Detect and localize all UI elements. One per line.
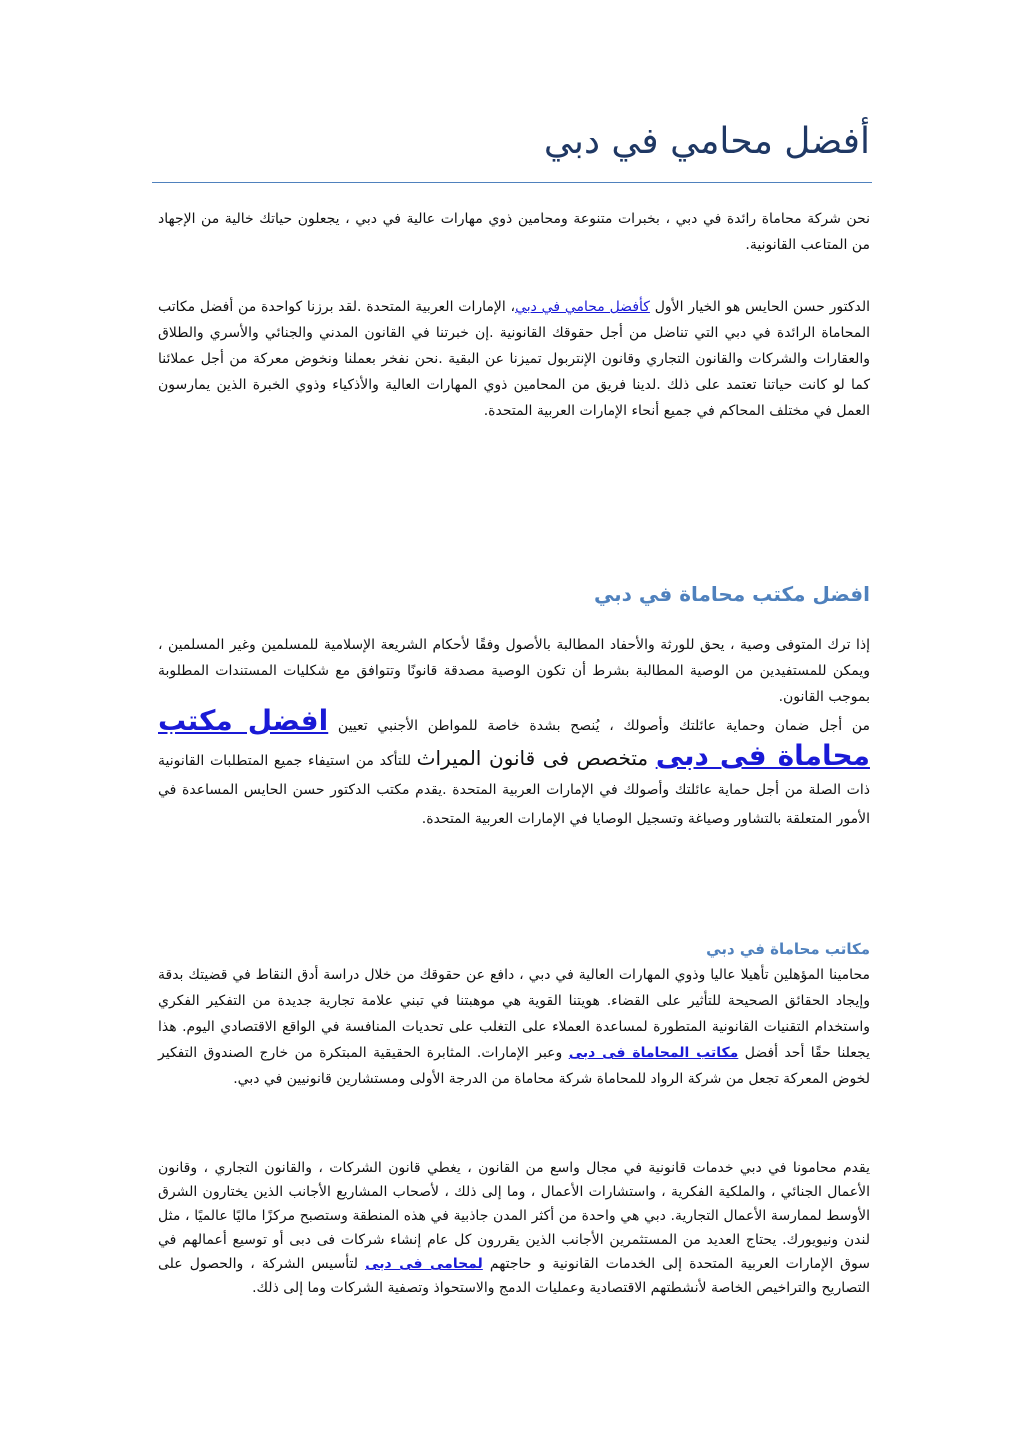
title-divider (152, 182, 872, 183)
best-lawyer-dubai-link[interactable]: كأفضل محامي في دبي (515, 299, 650, 315)
services-paragraph (158, 1156, 870, 1300)
best-law-office-dubai-link[interactable]: افضل مكتب محاماة فى دبى (158, 704, 870, 772)
lawyer-in-dubai-link[interactable]: لمحامى فى دبى (365, 1256, 483, 1272)
law-offices-text-before: محامينا المؤهلين تأهيلا عاليا وذوي المهارات العالية في دبي ، دافع عن حقوقك من خلال دراسة أدق النقاط في قضيتك بدقة وإيجاد الحقائق الصحيحة للتأثير على القضاء. هويتنا القوية هي موهبتنا في تبني علامة تجارية جديدة من التفكير الفكري واستخدام التقنيات القانونية المتطورة لمساعدة العملاء على التغلب على تحديات المنافسة في الواقع الاقتصادي اليوم. هذا يجعلنا حقًا أحد أفضل (158, 967, 870, 1061)
section-heading-law-offices: مكاتب محاماة في دبي (706, 940, 870, 958)
appointment-text-after: للتأكد من استيفاء جميع المتطلبات القانونية ذات الصلة من أجل حماية عائلتك وأصولك في الإمارات العربية المتحدة .يقدم مكتب الدكتور حسن الحايس المساعدة في الأمور المتعلقة بالتشاور وصياغة وتسجيل الوصايا في الإمارات العربية المتحدة. (158, 753, 870, 827)
about-paragraph (158, 294, 870, 424)
about-text-before: الدكتور حسن الحايس هو الخيار الأول (649, 299, 870, 315)
page-title: أفضل محامي في دبي (543, 121, 870, 162)
law-offices-dubai-link[interactable]: مكاتب المحاماة فى دبى (568, 1045, 739, 1061)
inheritance-paragraph: إذا ترك المتوفى وصية ، يحق للورثة والأحفاد المطالبة بالأصول وفقًا لأحكام الشريعة الإسلامية للمسلمين وغير المسلمين ، ويمكن للمستفيدين من الوصية المطالبة بشرط أن تكون الوصية مصدقة قانونًا وتتوافق مع شكليات المستندات المطلوبة بموجب القانون. (158, 637, 870, 705)
about-text-after: ، الإمارات العربية المتحدة .لقد برزنا كواحدة من أفضل مكاتب المحاماة الرائدة في دبي التي تناضل من أجل حقوقك القانونية .إن خبرتنا في القانون المدني والجنائي والأسري والطلاق والعقارات والشركات والقانون التجاري وقانون الإنتربول تميزنا عن البقية .نحن نفخر بعملنا ونخوض معركة من أجل عملائنا كما لو كانت حياتنا تعتمد على ذلك .لدينا فريق من المحامين ذوي المهارات العالية والأذكياء وذوي الخبرة الذين يمارسون العمل في مختلف المحاكم في جميع أنحاء الإمارات العربية المتحدة. (158, 299, 870, 419)
law-offices-paragraph (158, 962, 870, 1092)
section-heading-best-law-office: افضل مكتب محاماة في دبي (593, 582, 870, 606)
appointment-paragraph (158, 706, 870, 834)
inheritance-specialist-text: متخصص فى قانون الميراث (416, 746, 656, 770)
intro-paragraph: نحن شركة محاماة رائدة في دبي ، بخبرات متنوعة ومحامين ذوي مهارات عالية في دبي ، يجعلون حياتك خالية من الإجهاد من المتاعب القانونية. (158, 211, 870, 253)
services-text-before: يقدم محامونا في دبي خدمات قانونية في مجال واسع من القانون ، يغطي قانون الشركات ، والقانون التجاري ، وقانون الأعمال الجنائي ، والملكية الفكرية ، واستشارات الأعمال ، وما إلى ذلك ، لأصحاب المشاريع الأجانب الذين يختارون الشرق الأوسط لممارسة الأعمال التجارية. دبي هي واحدة من أكثر المدن جاذبية في هذه المنطقة وستصبح مركزًا ماليًا عالميًا ، مثل لندن ونيويورك. يحتاج العديد من المستثمرين الأجانب الذين يقررون كل عام إنشاء شركات فى دبى أو توسيع أعمالهم في سوق الإمارات العربية المتحدة إلى الخدمات القانونية و حاجتهم (158, 1160, 870, 1272)
appointment-text-before: من أجل ضمان وحماية عائلتك وأصولك ، يُنصح بشدة خاصة للمواطن الأجنبي تعيين (328, 718, 871, 734)
law-offices-text-after: وعبر الإمارات. المثابرة الحقيقية المبتكرة من خارج الصندوق التفكير لخوض المعركة تجعل من شركة الرواد للمحاماة شركة محاماة من الدرجة الأولى ومستشارين قانونيين في دبي. (158, 1045, 870, 1087)
services-text-after: لتأسيس الشركة ، والحصول على التصاريح والتراخيص الخاصة لأنشطتهم الاقتصادية وعمليات الدمج والاستحواذ وتصفية الشركات وما إلى ذلك. (158, 1256, 870, 1296)
